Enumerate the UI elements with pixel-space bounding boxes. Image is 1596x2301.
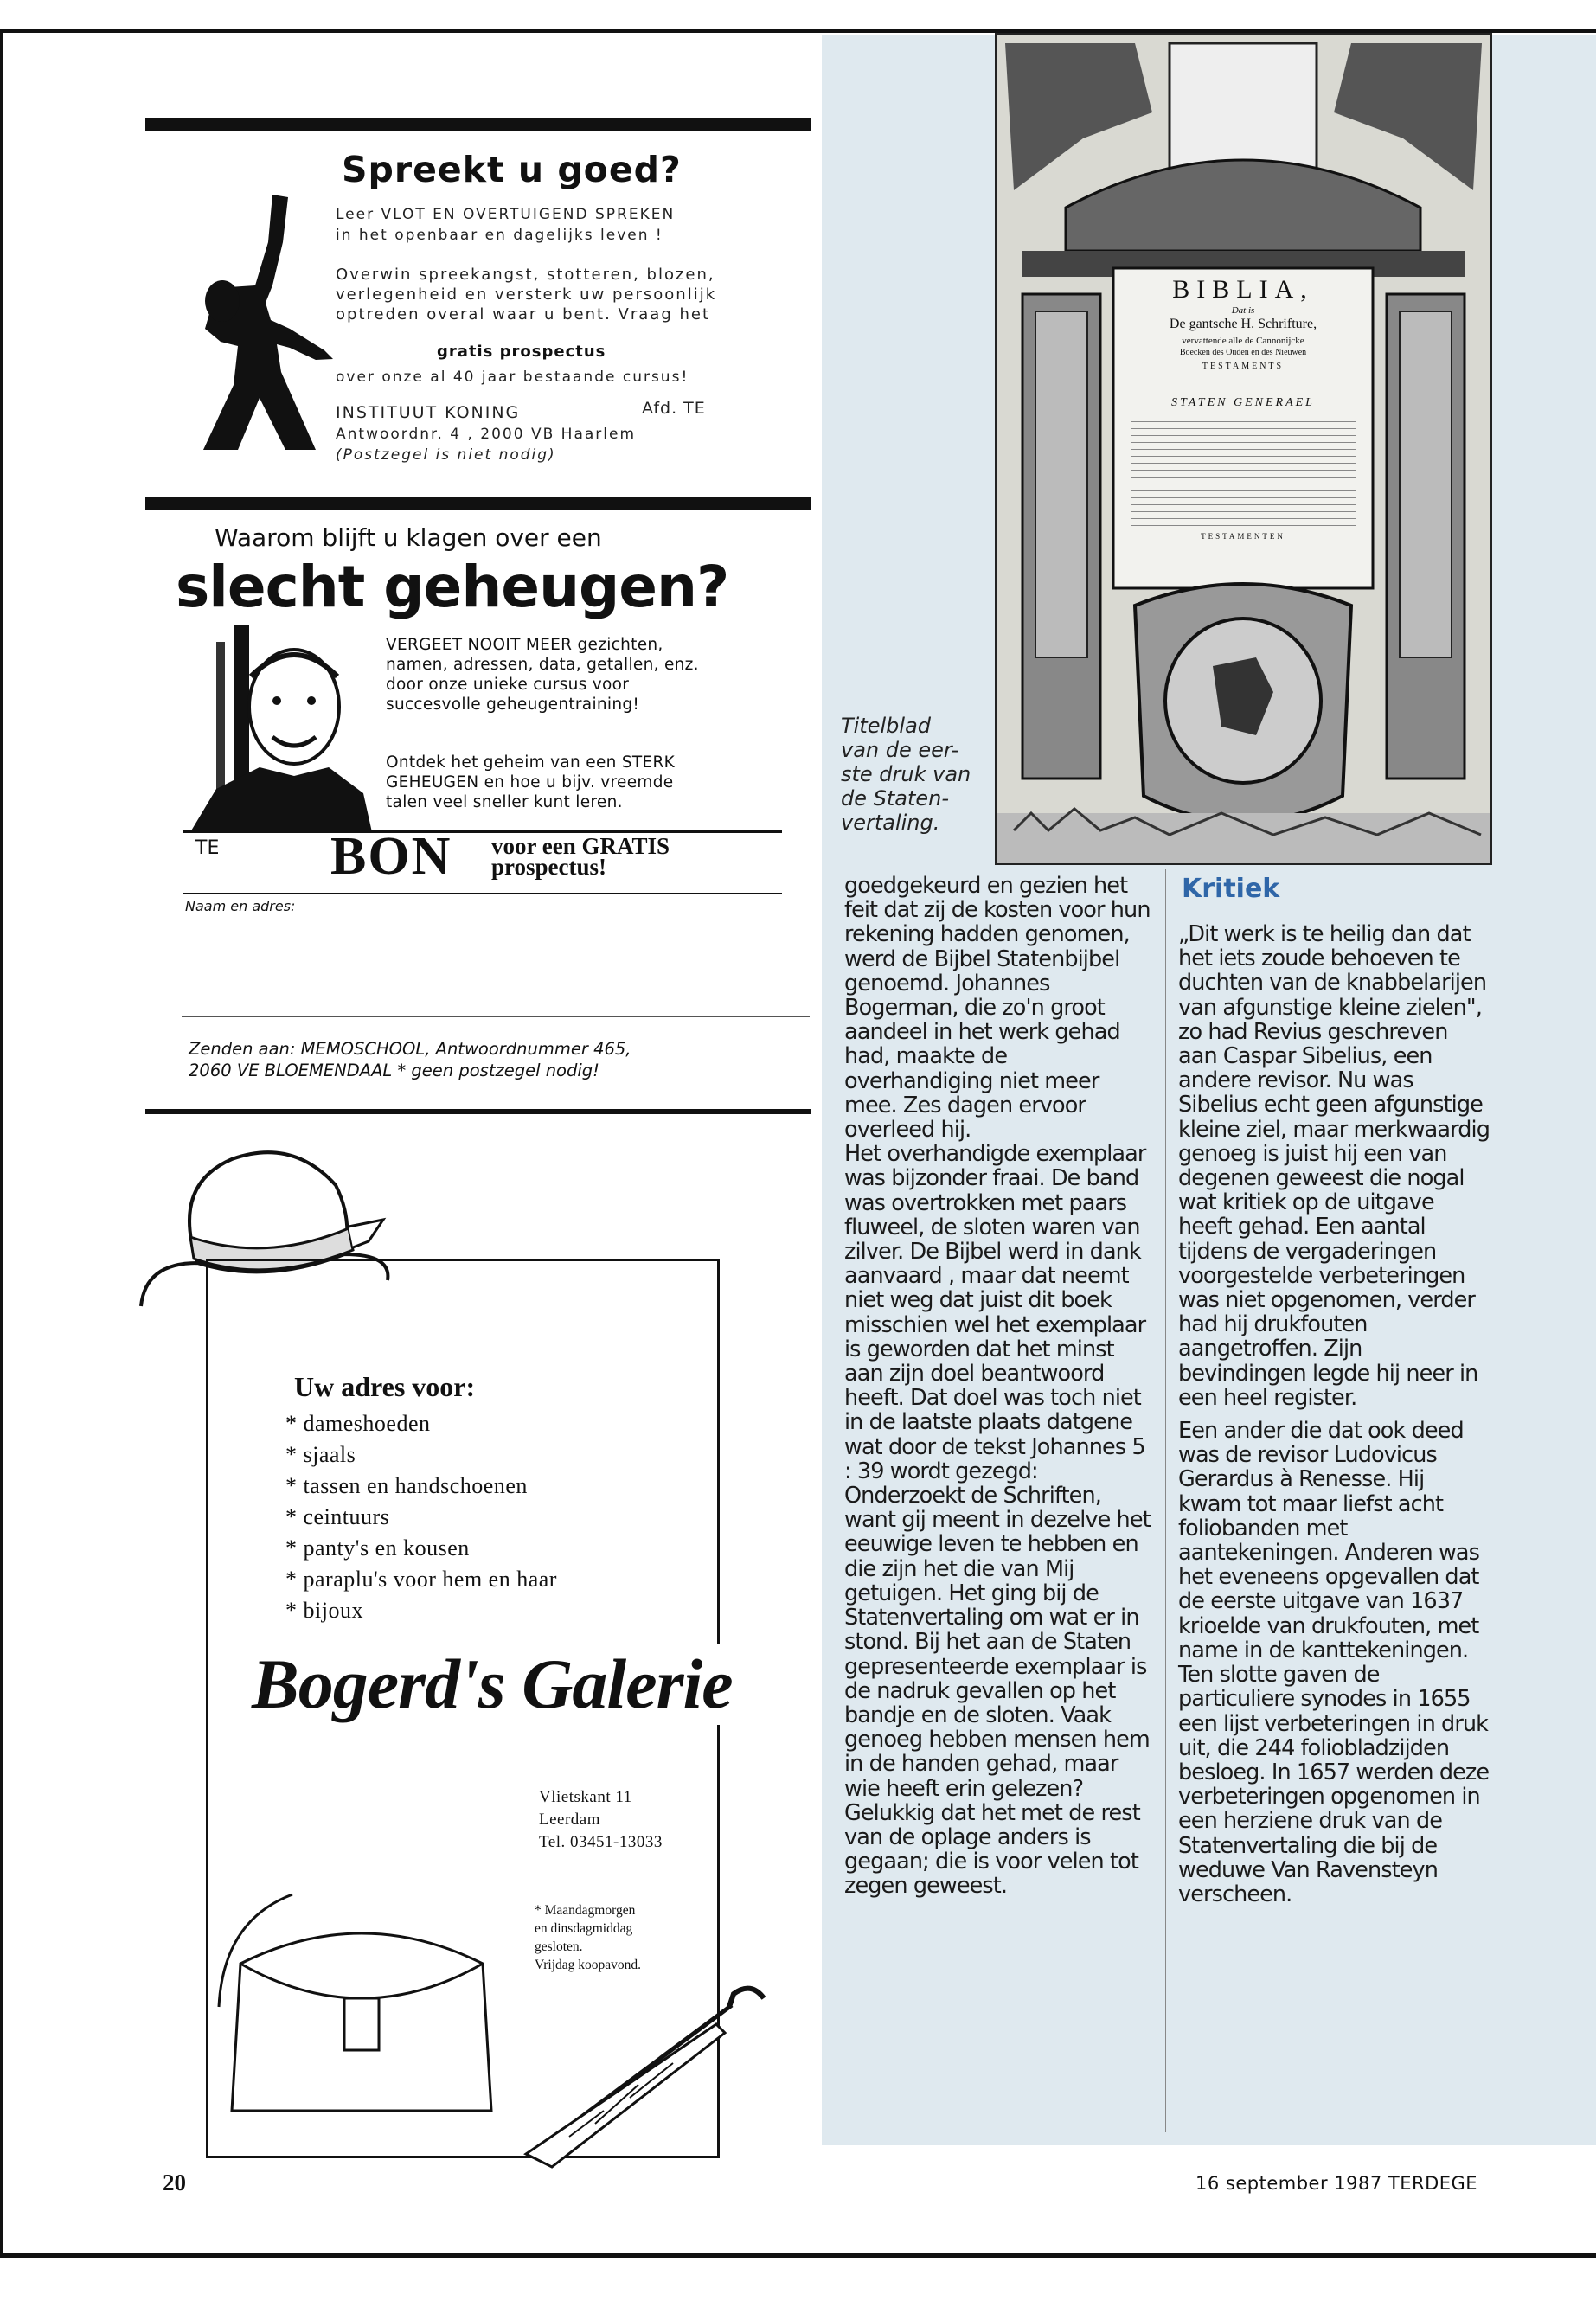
image-caption: Titelblad van de eer- ste druk van de Staten- vertaling. xyxy=(841,714,971,835)
article-paragraph: „Dit werk is te heilig dan dat het iets zoude behoeven te duchten van de knabbelarijen van afgunstige kleine zielen", zo had Revius geschreven aan Caspar Sibelius, een andere revisor. Nu was Sibelius echt geen afgunstige kleine ziel, maar merkwaardig genoeg is juist hij een van degenen geweest die nogal wat kritiek op de uitgave heeft gehad. Een aantal tijdens de vergaderingen voorgestelde verbeteringen was niet opgenomen, verder had hij drukfouten aangetroffen. Zijn bevindingen legde hij neer in een heel register. xyxy=(1178,921,1490,1411)
ad-galerie-heading: Uw adres voor: xyxy=(294,1371,476,1402)
ad-galerie-hours: * Maandagmorgen en dinsdagmiddag gesloten. Vrijdag koopavond. xyxy=(535,1903,642,1972)
ad-galerie-list xyxy=(285,1408,557,1626)
ad-geheugen-bon: BON xyxy=(330,827,452,886)
ad-spreken-institute: INSTITUUT KONING xyxy=(336,403,521,422)
page-left-edge xyxy=(0,29,3,2258)
ad-spreken-line2: Overwin spreekangst, stotteren, blozen, verlegenheid en versterk uw persoonlijk optreden overal waar u bent. Vraag het xyxy=(336,266,717,324)
list-item: * paraplu's voor hem en haar xyxy=(285,1567,557,1592)
engraving-line: De gantsche H. Schrifture, xyxy=(1169,317,1317,331)
ad-geheugen-subtitle: Waarom blijft u klagen over een xyxy=(215,523,602,552)
ad-spreken-address: Antwoordnr. 4 , 2000 VB Haarlem xyxy=(336,426,637,443)
article-column-1 xyxy=(844,874,1156,1899)
column-divider xyxy=(1165,869,1166,2132)
ad-spreken-postage: (Postzegel is niet nodig) xyxy=(336,446,556,464)
article-paragraph: goedgekeurd en gezien het feit dat zij de kosten voor hun rekening hadden genomen, werd de Bijbel Statenbijbel genoemd. Johannes Bogerman, die zo'n groot aandeel in het werk gehad had, maakte de overhandiging niet meer mee. Zes dagen ervoor overleed hij. xyxy=(844,873,1151,1144)
engraving-line: Dat is xyxy=(1231,305,1255,316)
ad-spreken-line3: over onze al 40 jaar bestaande cursus! xyxy=(336,369,689,386)
man-portrait-icon xyxy=(182,625,372,832)
engraving-line: TESTAMENTEN xyxy=(1201,532,1285,541)
ad-geheugen-send-to: Zenden aan: MEMOSCHOOL, Antwoordnummer 465, 2060 VE BLOEMENDAAL * geen postzegel nodig! xyxy=(189,1039,631,1080)
umbrella-illustration-icon xyxy=(517,1981,777,2180)
title-page-image xyxy=(995,33,1492,865)
speaker-silhouette-icon xyxy=(186,190,337,454)
ad-geheugen-name-rule xyxy=(183,893,782,894)
ad-geheugen-rule xyxy=(183,830,782,833)
page-bottom-border xyxy=(0,2253,1596,2258)
list-item: * ceintuurs xyxy=(285,1504,390,1529)
ad-geheugen-bon-text: voor een GRATIS prospectus! xyxy=(491,833,670,880)
ad-geheugen-para2: Ontdek het geheim van een STERK GEHEUGEN en hoe u bijv. vreemde talen veel sneller kunt leren. xyxy=(386,753,676,811)
ad-galerie-brand: Bogerd's Galerie xyxy=(247,1644,738,1725)
ad-spreken-title: Spreekt u goed? xyxy=(342,149,682,190)
engraving-line: vervattende alle de Cannonijcke xyxy=(1182,336,1304,346)
page-number: 20 xyxy=(163,2170,186,2195)
ad-spreken-line1: Leer VLOT EN OVERTUIGEND SPREKEN in het openbaar en dagelijks leven ! xyxy=(336,206,676,244)
ad-geheugen-para1: VERGEET NOOIT MEER gezichten, namen, adressen, data, getallen, enz. door onze unieke cursus voor succesvolle geheugentraining! xyxy=(386,636,699,714)
engraving-line: Boecken des Ouden en des Nieuwen xyxy=(1179,348,1307,357)
handbag-illustration-icon xyxy=(215,1886,509,2119)
engraving-line: TESTAMENTS xyxy=(1202,362,1285,371)
article-column-2 xyxy=(1178,922,1490,1907)
article-paragraph: Het overhandigde exemplaar was bijzonder fraai. De band was overtrokken met paars fluweel, de sloten waren van zilver. De Bijbel werd in dank aanvaard , maar dat neemt niet weg dat juist dit boek misschien wel het exemplaar is geworden dat het minst aan zijn doel beantwoord heeft. Dat doel was toch niet in de laatste plaats datgene wat door de tekst Johannes 5 : 39 wordt gezegd: Onderzoekt de Schriften, want gij meent in dezelve het eeuwige leven te hebben en die zijn het die van Mij getuigen. Het ging bij de Statenvertaling om wat er in stond. Bij het aan de Staten gepresenteerde exemplaar is de nadruk gevallen op het bandje en de sloten. Vaak genoeg hebben mensen hem in de handen gehad, maar wie heeft erin gelezen? Gelukkig dat het met de rest van de oplage anders is gegaan; die is voor velen tot zegen geweest. xyxy=(844,1141,1151,1900)
ad-geheugen-name-label: Naam en adres: xyxy=(185,898,296,914)
list-item: * panty's en kousen xyxy=(285,1535,470,1561)
ad-spreken-afd: Afd. TE xyxy=(642,399,706,418)
ad-spreken-top-rule xyxy=(145,118,811,131)
ad-spreken-bottom-rule xyxy=(145,497,811,510)
engraving-title: BIBLIA, xyxy=(1172,275,1314,304)
section-heading-kritiek: Kritiek xyxy=(1182,874,1280,904)
engraving-text-block xyxy=(1131,415,1356,528)
list-item: * sjaals xyxy=(285,1442,356,1467)
ad-geheugen-code: TE xyxy=(195,837,220,859)
publication-date: 16 september 1987 TERDEGE xyxy=(1195,2173,1478,2194)
list-item: * tassen en handschoenen xyxy=(285,1473,528,1498)
ad-geheugen-bottom-rule xyxy=(145,1109,811,1114)
list-item: * dameshoeden xyxy=(285,1411,431,1436)
ad-spreken-prospectus: gratis prospectus xyxy=(437,343,606,361)
ad-geheugen-address-line xyxy=(182,1016,810,1017)
engraving-line: STATEN GENERAEL xyxy=(1171,396,1315,409)
list-item: * bijoux xyxy=(285,1598,363,1623)
article-paragraph: Een ander die dat ook deed was de revisor Ludovicus Gerardus à Renesse. Hij kwam tot maar liefst acht foliobanden met aantekeningen. Anderen was het eveneens opgevallen dat de eerste uitgave van 1637 krioelde van drukfouten, met name in de kanttekeningen. Ten slotte gaven de particuliere synodes in 1655 een lijst verbeteringen in druk uit, die 244 foliobladzijden besloeg. In 1657 werden deze verbeteringen opgenomen in een herziene druk van de Statenvertaling die bij de weduwe Van Ravensteyn verscheen. xyxy=(1178,1418,1490,1907)
ad-galerie-address: Vlietskant 11 Leerdam Tel. 03451-13033 xyxy=(539,1788,663,1851)
ad-geheugen-title: slecht geheugen? xyxy=(176,554,729,620)
